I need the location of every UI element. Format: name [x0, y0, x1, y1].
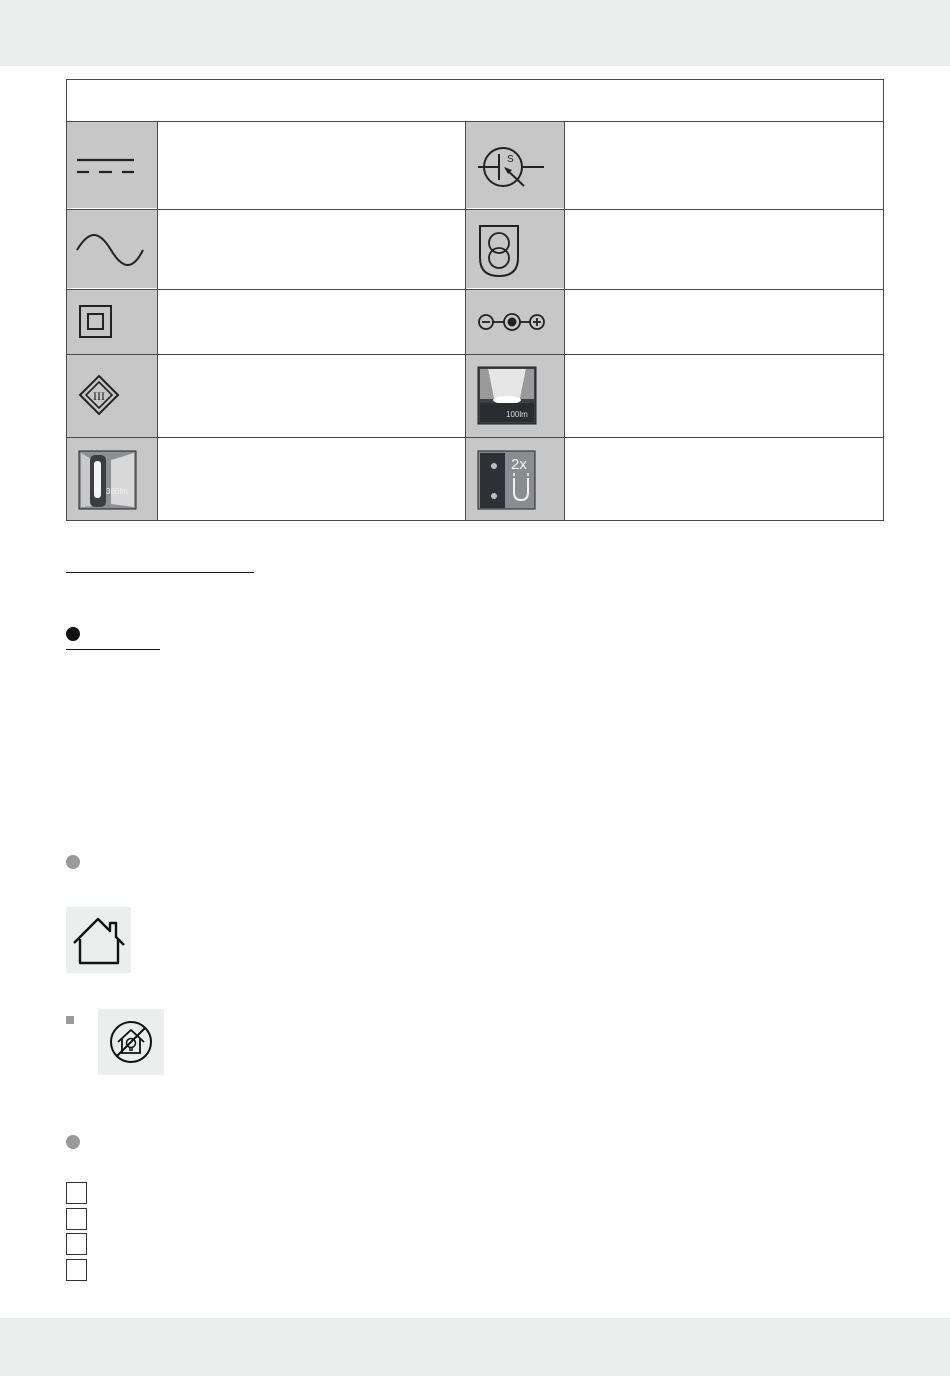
- symbol-description: [574, 364, 874, 430]
- symbol-description: [166, 219, 456, 281]
- svg-text:360lm: 360lm: [106, 487, 128, 496]
- table-header: [74, 87, 874, 113]
- symbol-table: [66, 79, 884, 521]
- section-bullet: [66, 1135, 80, 1149]
- switch-symbol-icon: [466, 122, 564, 208]
- table-divider: [66, 437, 884, 438]
- alternating-current-icon: [67, 210, 157, 288]
- table-divider: [66, 289, 884, 290]
- table-divider: [157, 121, 158, 521]
- bullet-text: [88, 1132, 884, 1152]
- direct-current-icon: [67, 122, 157, 208]
- svg-text:S: S: [507, 154, 514, 165]
- indoor-use-icon: [66, 907, 131, 973]
- list-number-box: [66, 1233, 87, 1255]
- page-header-band: [0, 0, 950, 66]
- heading-underline: [66, 649, 160, 650]
- area-light-360lm-icon: [67, 438, 157, 520]
- list-number-box: [66, 1208, 87, 1230]
- section-bullet: [66, 855, 80, 869]
- symbol-description: [166, 447, 456, 513]
- no-outdoor-lamp-icon: [98, 1009, 164, 1075]
- symbol-description: [166, 131, 456, 201]
- square-bullet: [66, 1016, 74, 1024]
- table-divider: [564, 121, 565, 521]
- list-number-box: [66, 1182, 87, 1204]
- svg-text:III: III: [93, 389, 105, 403]
- body-paragraph: [66, 665, 884, 835]
- table-divider: [465, 121, 466, 521]
- symbol-description: [574, 219, 874, 281]
- heading-underline: [66, 572, 254, 573]
- table-divider: [66, 209, 884, 210]
- symbol-description: [574, 299, 874, 347]
- table-divider: [66, 121, 884, 122]
- section-heading: [66, 548, 254, 570]
- section-bullet: [66, 627, 80, 641]
- table-divider: [66, 354, 884, 355]
- spotlight-100lm-icon: [466, 355, 564, 437]
- protection-class-ii-icon: [67, 290, 157, 354]
- section-heading: [88, 624, 160, 644]
- page-footer-band: [0, 1318, 950, 1376]
- magnets-2x-icon: [466, 438, 564, 520]
- protection-class-iii-icon: [67, 355, 157, 437]
- symbol-description: [574, 447, 874, 513]
- bullet-text: [88, 852, 884, 872]
- symbol-description: [166, 299, 456, 347]
- transformer-icon: [466, 210, 564, 288]
- symbol-description: [166, 364, 456, 430]
- svg-text:100lm: 100lm: [506, 410, 528, 419]
- svg-text:2x: 2x: [511, 456, 527, 473]
- list-number-box: [66, 1259, 87, 1281]
- polarity-icon: [466, 290, 564, 354]
- symbol-description: [574, 131, 874, 201]
- warning-text: [176, 1012, 884, 1072]
